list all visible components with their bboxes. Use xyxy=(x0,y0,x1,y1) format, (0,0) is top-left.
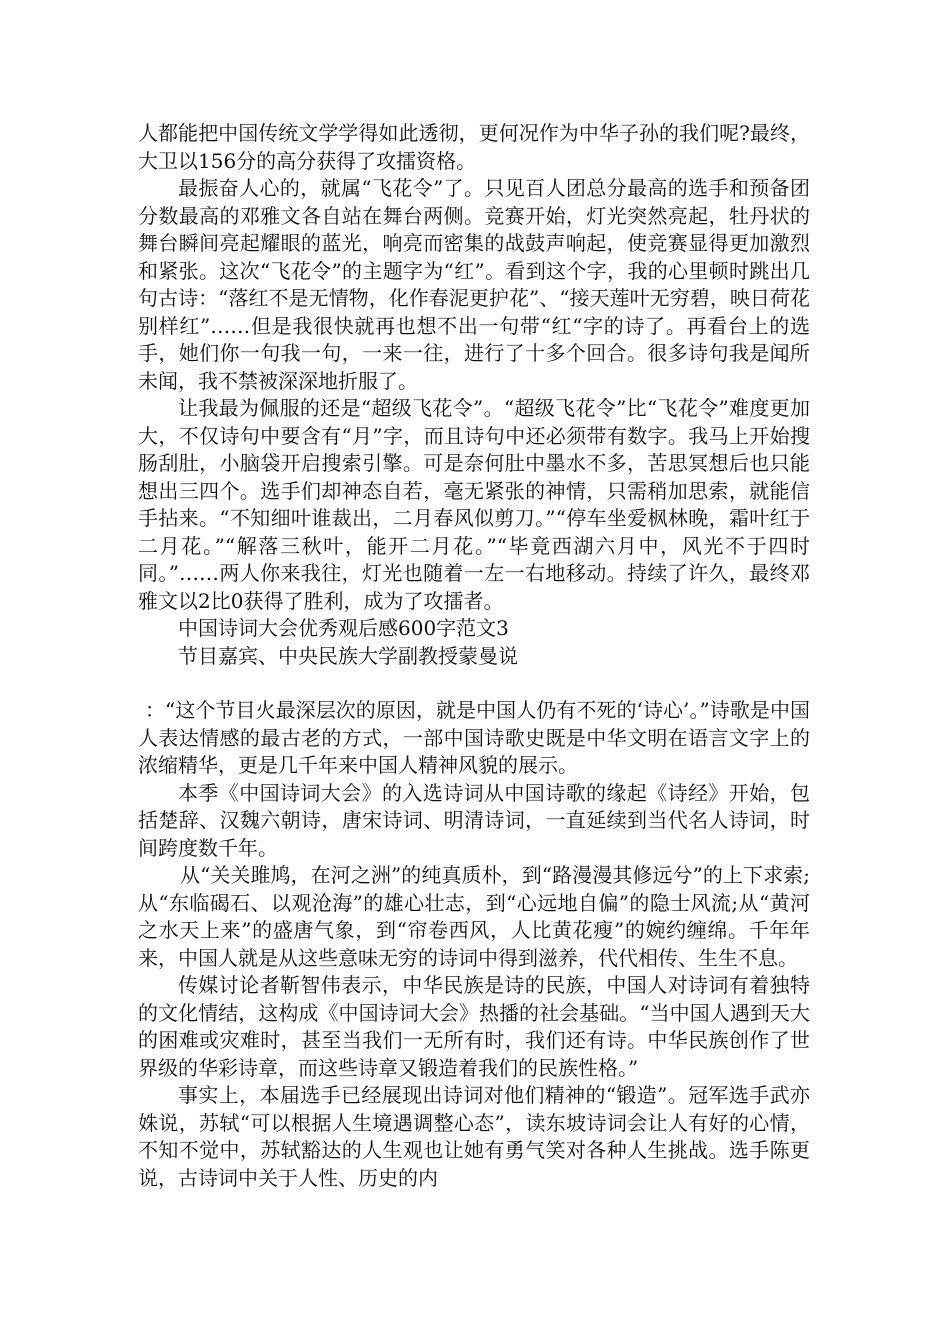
section-title: 中国诗词大会优秀观后感600字范文3 xyxy=(178,616,509,640)
paragraph-quote-shixin: ：“这个节目火最深层次的原因，就是中国人仍有不死的‘诗心’。”诗歌是中国人表达情感的最古老的方式，一部中国诗歌史既是中华文明在语言文字上的浓缩精华，更是几千年来中国人精神风貌的展示。 xyxy=(138,698,810,777)
paragraph-guest-intro: 节目嘉宾、中央民族大学副教授蒙曼说 xyxy=(178,643,518,668)
paragraph-feihualing: 最振奋人心的，就属“飞花令”了。只见百人团总分最高的选手和预备团分数最高的邓雅文各自站在舞台两侧。竞赛开始，灯光突然亮起，牡丹状的舞台瞬间亮起耀眼的蓝光，响亮而密集的战鼓声响起，使竞赛显得更加激烈和紧张。这次“飞花令”的主题字为“红”。看到这个字，我的心里顿时跳出几句古诗：“落红不是无情物，化作春泥更护花”、“接天莲叶无穷碧，映日荷花别样红”……但是我很快就再也想不出一句带“红“字的诗了。再看台上的选手，她们你一句我一句，一来一往，进行了十多个回合。很多诗句我是闻所未闻，我不禁被深深地折服了。 xyxy=(138,176,810,393)
paragraph-super-feihualing: 让我最为佩服的还是“超级飞花令”。“超级飞花令”比“飞花令”难度更加大，不仅诗句中要含有“月”字，而且诗句中还必须带有数字。我马上开始搜肠刮肚，小脑袋开启搜索引擎。可是奈何肚中墨水不多，苦思冥想后也只能想出三四个。选手们却神态自若，毫无紧张的神情，只需稍加思索，就能信手拈来。“不知细叶谁裁出，二月春风似剪刀。”“停车坐爱枫林晚，霜叶红于二月花。”“解落三秋叶，能开二月花。”“毕竟西湖六月中，风光不于四时同。”……两人你来我往，灯光也随着一左一右地移动。持续了许久，最终邓雅文以2比0获得了胜利，成为了攻擂者。 xyxy=(138,396,810,613)
paragraph-continuation: 人都能把中国传统文学学得如此透彻，更何况作为中华子孙的我们呢?最终，大卫以156分的高分获得了攻擂资格。 xyxy=(138,121,810,173)
paragraph-poem-examples: 从“关关雎鸠，在河之洲”的纯真质朴，到“路漫漫其修远兮”的上下求索;从“东临碣石、以观沧海”的雄心壮志，到“心远地自偏”的隐士风流;从“黄河之水天上来”的盛唐气象，到“帘卷西风，人比黄花瘦”的婉约缠绵。千年年来，中国人就是从这些意味无穷的诗词中得到滋养，代代相传、生生不息。 xyxy=(138,863,810,970)
paragraph-selected-poems: 本季《中国诗词大会》的入选诗词从中国诗歌的缘起《诗经》开始，包括楚辞、汉魏六朝诗，唐宋诗词、明清诗词，一直延续到当代名人诗词，时间跨度数千年。 xyxy=(138,780,810,860)
paragraph-contestants: 事实上，本届选手已经展现出诗词对他们精神的“锻造”。冠军选手武亦姝说，苏轼“可以根据人生境遇调整心态”，读东坡诗词会让人有好的心情，不知不觉中，苏轼豁达的人生观也让她有勇气笑对各种人生挑战。选手陈更说，古诗词中关于人性、历史的内 xyxy=(138,1083,810,1190)
blank-line xyxy=(138,670,810,697)
document-body xyxy=(138,120,810,1192)
paragraph-media-commentator: 传媒讨论者靳智伟表示，中华民族是诗的民族，中国人对诗词有着独特的文化情结，这构成《中国诗词大会》热播的社会基础。“当中国人遇到天大的困难或灾难时，甚至当我们一无所有时，我们还有诗。中华民族创作了世界级的华彩诗章，而这些诗章又锻造着我们的民族性格。” xyxy=(138,973,810,1080)
